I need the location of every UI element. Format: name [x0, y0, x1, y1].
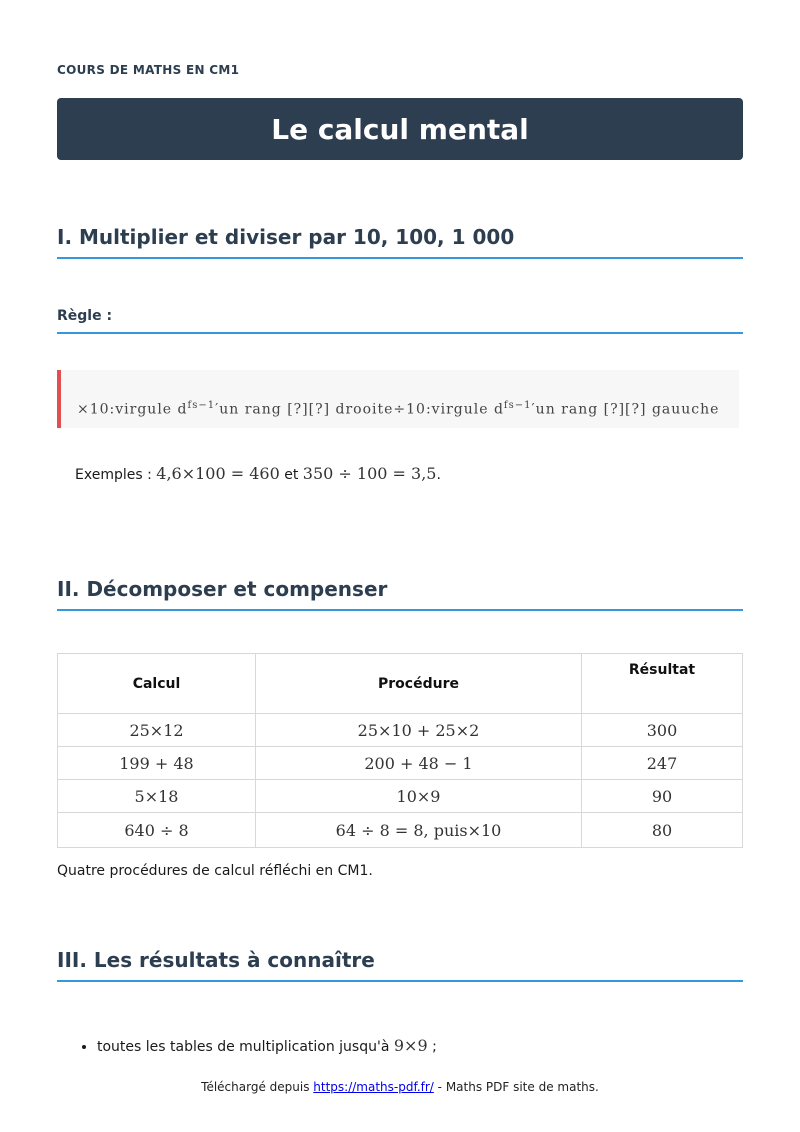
- column-header: Procédure: [256, 654, 582, 714]
- table-cell: 247: [582, 747, 743, 780]
- column-header: Résultat: [582, 654, 743, 714]
- example-2: 350 ÷ 100 = 3,5: [302, 464, 437, 483]
- procedures-table: [57, 653, 743, 848]
- course-overline: COURS DE MATHS EN CM1: [57, 63, 240, 77]
- table-cell: 640 ÷ 8: [58, 813, 256, 848]
- table-cell: 200 + 48 − 1: [256, 747, 582, 780]
- table-header-row: [58, 654, 743, 714]
- table-row: [58, 747, 743, 780]
- table-caption: Quatre procédures de calcul réfléchi en CM1.: [57, 863, 373, 879]
- page-title: Le calcul mental: [271, 112, 529, 146]
- column-header: Calcul: [58, 654, 256, 714]
- title-banner: [57, 98, 743, 160]
- table-row: [58, 714, 743, 747]
- table-cell: 90: [582, 780, 743, 813]
- examples-line: Exemples : 4,6×100 = 460 et 350 ÷ 100 = 3,5.: [75, 464, 441, 483]
- rule-formula: ×10:virgule $d^{fs-1}'un$ rang [?][?] drooite÷10:virgule $d^{fs-1}'un$ rang [?][?] gauuche: [77, 400, 720, 418]
- results-list: [79, 1036, 437, 1057]
- footer-link[interactable]: https://maths-pdf.fr/: [313, 1080, 434, 1094]
- table-cell: 64 ÷ 8 = 8, puis×10: [256, 813, 582, 848]
- footer: Téléchargé depuis https://maths-pdf.fr/ - Maths PDF site de maths.: [201, 1080, 599, 1094]
- table-cell: 25×10 + 25×2: [256, 714, 582, 747]
- example-1: 4,6×100 = 460: [156, 464, 280, 483]
- table-cell: 300: [582, 714, 743, 747]
- table-row: [58, 813, 743, 848]
- rule-box: [57, 370, 739, 428]
- table-cell: 80: [582, 813, 743, 848]
- table-cell: 5×18: [58, 780, 256, 813]
- section-2-title: II. Décomposer et compenser: [57, 577, 743, 611]
- section-3-title: III. Les résultats à connaître: [57, 948, 743, 982]
- table-cell: 25×12: [58, 714, 256, 747]
- list-item: • toutes les tables de multiplication jusqu'à 9×9 ;: [97, 1036, 437, 1057]
- table-row: [58, 780, 743, 813]
- rule-label: Règle :: [57, 308, 743, 334]
- table-cell: 10×9: [256, 780, 582, 813]
- section-1-title: I. Multiplier et diviser par 10, 100, 1 000: [57, 225, 743, 259]
- table-cell: 199 + 48: [58, 747, 256, 780]
